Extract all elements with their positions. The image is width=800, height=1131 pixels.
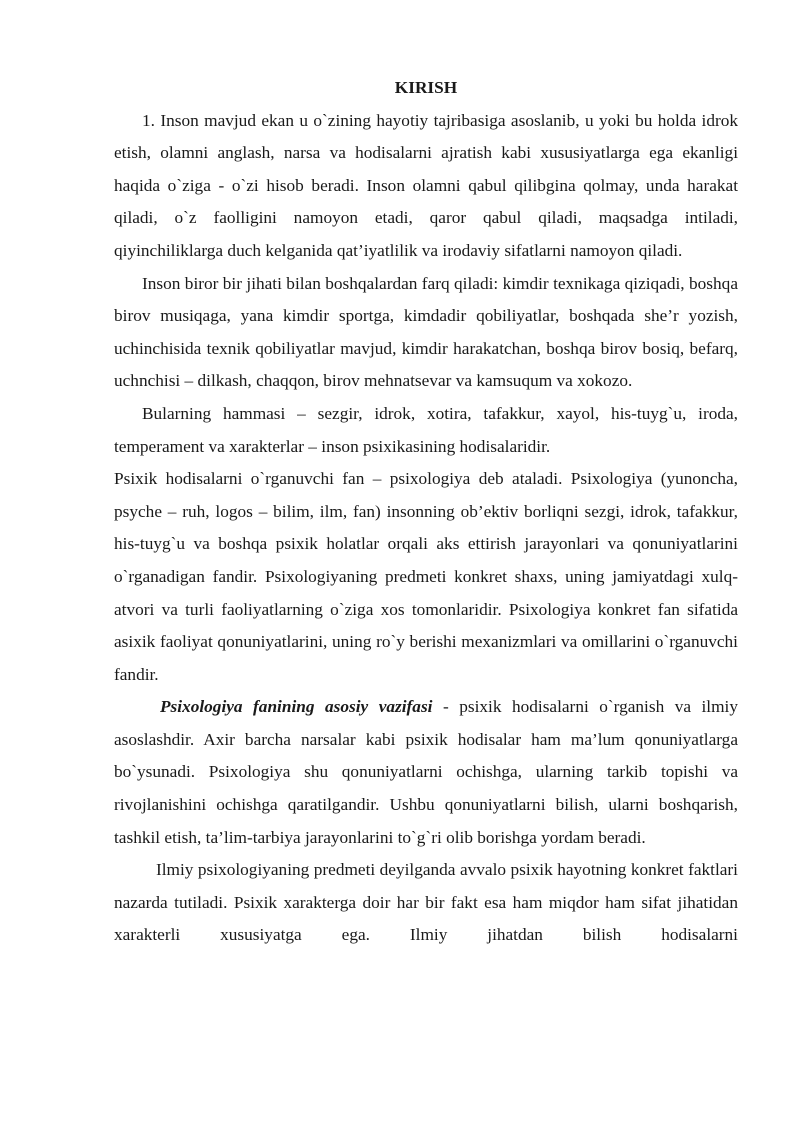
document-page (114, 72, 738, 952)
paragraph-5-emphasis: Psixologiya fanining asosiy vazifasi (160, 697, 433, 717)
paragraph-5 (114, 691, 738, 854)
paragraph-2: Inson biror bir jihati bilan boshqalardan farq qiladi: kimdir texnikaga qiziqadi, boshqa birov musiqaga, yana kimdir sportga, kimdadir qobiliyatlar, boshqada she’r yozish, uchinchisida texnik qobiliyatlar mavjud, kimdir harakatchan, boshqa birov bosiq, befarq, uchnchisi – dilkash, chaqqon, birov mehnatsevar va kamsuqum va xokozo. (114, 273, 738, 391)
paragraph-4: Psixik hodisalarni o`rganuvchi fan – psixologiya deb ataladi. Psixologiya (yunoncha, psyche – ruh, logos – bilim, ilm, fan) insonning ob’ektiv borliqni sezgi, idrok, tafakkur, his-tuyg`u va boshqa psixik holatlar orqali aks ettirish jarayonlari va qonuniyatlarini o`rganadigan fandir. Psixologiyaning predmeti konkret shaxs, uning jamiyatdagi xulq-atvori va turli faoliyatlarning o`ziga xos tomonlaridir. Psixologiya konkret fan sifatida asixik faoliyat qonuniyatlarini, uning ro`y berishi mexanizmlari va omillarini o`rganuvchi fandir. (114, 469, 738, 684)
paragraph-6: Ilmiy psixologiyaning predmeti deyilganda avvalo psixik hayotning konkret faktlari nazarda tutiladi. Psixik xarakterga doir har bir fakt esa ham miqdor ham sifat jihatidan xarakterli xususiyatga ega. Ilmiy jihatdan bilish hodisalarni (114, 860, 738, 945)
document-title: KIRISH (394, 78, 458, 97)
paragraph-3: Bularning hammasi – sezgir, idrok, xotira, tafakkur, xayol, his-tuyg`u, iroda, temperament va xarakterlar – inson psixikasining hodisalaridir. (114, 403, 738, 456)
paragraph-5-text: - psixik hodisalarni o`rganish va ilmiy asoslashdir. Axir barcha narsalar kabi psixik hodisalar ham ma’lum qonuniyatlarga bo`ysunadi. Psixologiya shu qonuniyatlarni ochishga, ularning tarkib topishi va rivojlanishini ochishga qaratilgandir. Ushbu qonuniyatlarni bilish, ularni boshqarish, tashkil etish, ta’lim-tarbiya jarayonlarini to`g`ri olib borishga yordam beradi. (114, 697, 738, 847)
paragraph-1: 1. Inson mavjud ekan u o`zining hayotiy tajribasiga asoslanib, u yoki bu holda idrok etish, olamni anglash, narsa va hodisalarni ajratish kabi xususiyatlarga ega ekanligi haqida o`ziga - o`zi hisob beradi. Inson olamni qabul qilibgina qolmay, unda harakat qiladi, o`z faolligini namoyon etadi, qaror qabul qiladi, maqsadga intiladi, qiyinchiliklarga duch kelganida qat’iyatlilik va irodaviy sifatlarni namoyon qiladi. (114, 110, 738, 260)
